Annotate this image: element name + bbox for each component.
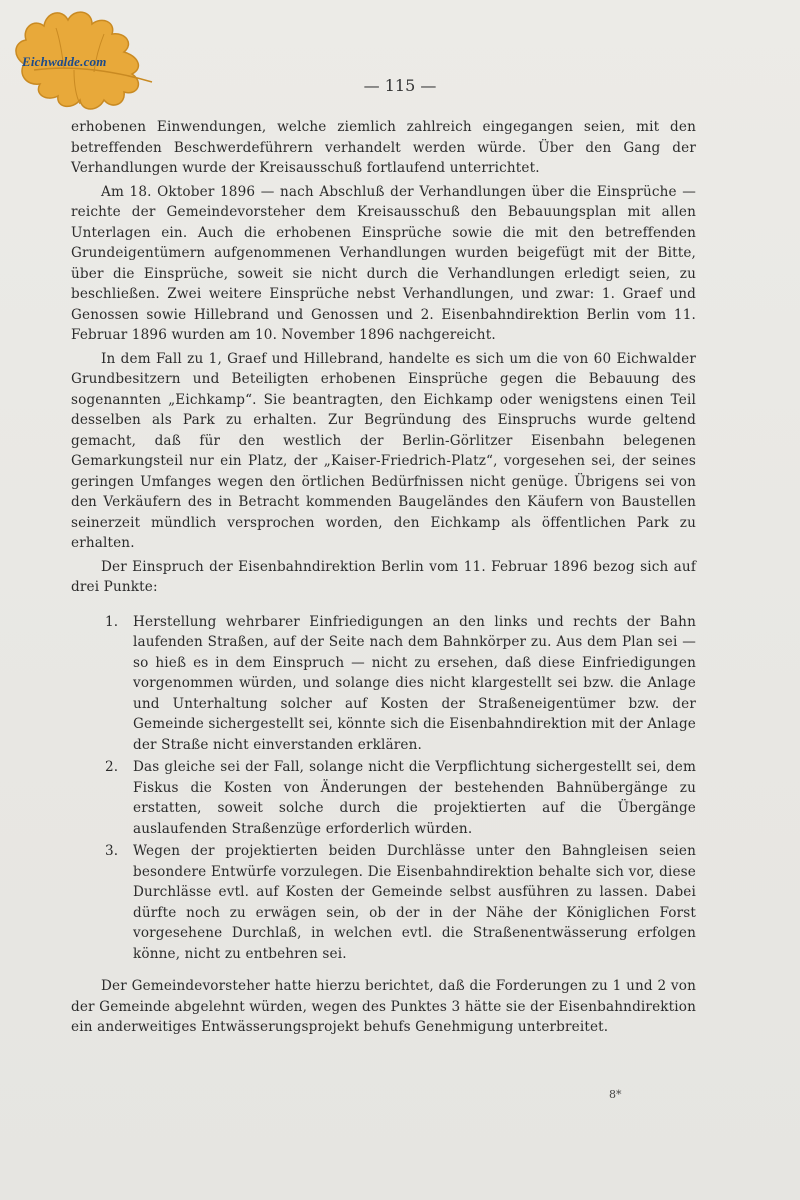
list-item	[71, 612, 696, 756]
paragraph-4: Der Einspruch der Eisenbahndirektion Berlin vom 11. Februar 1896 bezog sich auf drei Punkte:	[71, 558, 696, 595]
list-item-number: 1.	[105, 613, 119, 630]
paragraph-1: erhobenen Einwendungen, welche ziemlich zahlreich eingegangen seien, mit den betreffenden Beschwerdeführern verhandelt werden würde. Über den Gang der Verhandlungen wurde der Kreisausschuß fortlaufend unterrichtet.	[71, 119, 696, 176]
list-item	[71, 757, 696, 839]
paragraph-2: Am 18. Oktober 1896 — nach Abschluß der Verhandlungen über die Einsprüche — reichte der Gemeindevorsteher dem Kreisausschuß den Bebauungsplan mit allen Unterlagen ein. Auch die erhobenen Einsprüche sowie die mit den betreffenden Grundeigentümern aufgenommenen Verhandlungen wurden beigefügt mit der Bitte, über die Einsprüche, soweit sie nicht durch die Verhandlungen erledigt seien, zu beschließen. Zwei weitere Einsprüche nebst Verhandlungen, und zwar: 1. Graef und Genossen sowie Hillebrand und Genossen und 2. Eisenbahndirektion Berlin vom 11. Februar 1896 wurden am 10. November 1896 nachgereicht.	[71, 183, 696, 343]
list-item	[71, 841, 696, 964]
paragraph-5: Der Gemeindevorsteher hatte hierzu berichtet, daß die Forderungen zu 1 und 2 von der Gemeinde abgelehnt würden, wegen des Punktes 3 hätte sie der Eisenbahndirektion ein anderweitiges Entwässerungsprojekt behufs Genehmigung unterbreitet.	[71, 978, 696, 1035]
signature-mark: 8*	[609, 1088, 622, 1101]
logo-text: Eichwalde.com	[22, 54, 107, 69]
list-item-number: 3.	[105, 843, 119, 859]
paragraph-3: In dem Fall zu 1, Graef und Hillebrand, handelte es sich um die von 60 Eichwalder Grundbesitzern und Beteiligten erhobenen Einsprüche gegen die Bebauung des sogenannten „Eichkamp“. Sie beantragten, den Eichkamp oder wenigstens einen Teil desselben als Park zu erhalten. Zur Begründung des Einspruchs wurde geltend gemacht, daß für den westlich der Berlin-Görlitzer Eisenbahn belegenen Gemarkungsteil nur ein Platz, der „Kaiser-Friedrich-Platz“, vorgesehen sei, der seines geringen Umfanges wegen den örtlichen Bedürfnissen nicht genüge. Übrigens sei von den Verkäufern des in Betracht kommenden Baugeländes den Käufern von Baustellen seinerzeit mündlich versprochen worden, den Eichkamp als öffentlichen Park zu erhalten.	[71, 350, 696, 551]
page-number: — 115 —	[363, 76, 437, 95]
site-logo[interactable]	[4, 4, 160, 116]
objection-list	[71, 612, 696, 965]
list-item-number: 2.	[105, 759, 119, 775]
list-item-text: Herstellung wehrbarer Einfriedigungen an den links und rechts der Bahn laufenden Straßen, auf der Seite nach dem Bahnkörper zu. Aus dem Plan sei — so hieß es in dem Einspruch — nicht zu ersehen, daß diese Einfriedigungen vorgenommen würden, und solange dies nicht klargestellt sei bzw. die Anlage und Unterhaltung solcher auf Kosten der Straßeneigentümer bzw. der Gemeinde sichergestellt sei, könnte sich die Eisenbahndirektion mit der Anlage der Straße nicht einverstanden erklären.	[133, 613, 696, 753]
list-item-text: Das gleiche sei der Fall, solange nicht die Verpflichtung sichergestellt sei, dem Fiskus die Kosten von Änderungen der bestehenden Bahnübergänge zu erstatten, soweit solche durch die projektierten auf die Übergänge auslaufenden Straßenzüge erforderlich würden.	[133, 759, 696, 837]
body-text	[71, 117, 696, 1041]
list-item-text: Wegen der projektierten beiden Durchlässe unter den Bahngleisen seien besondere Entwürfe vorzulegen. Die Eisenbahndirektion behalte sich vor, diese Durchlässe evtl. auf Kosten der Gemeinde selbst ausführen zu lassen. Dabei dürfte noch zu erwägen sein, ob der in der Nähe der Königlichen Forst vorgesehene Durchlaß, in welchen evtl. die Straßenentwässerung erfolgen könne, nicht zu entbehren sei.	[133, 843, 696, 962]
